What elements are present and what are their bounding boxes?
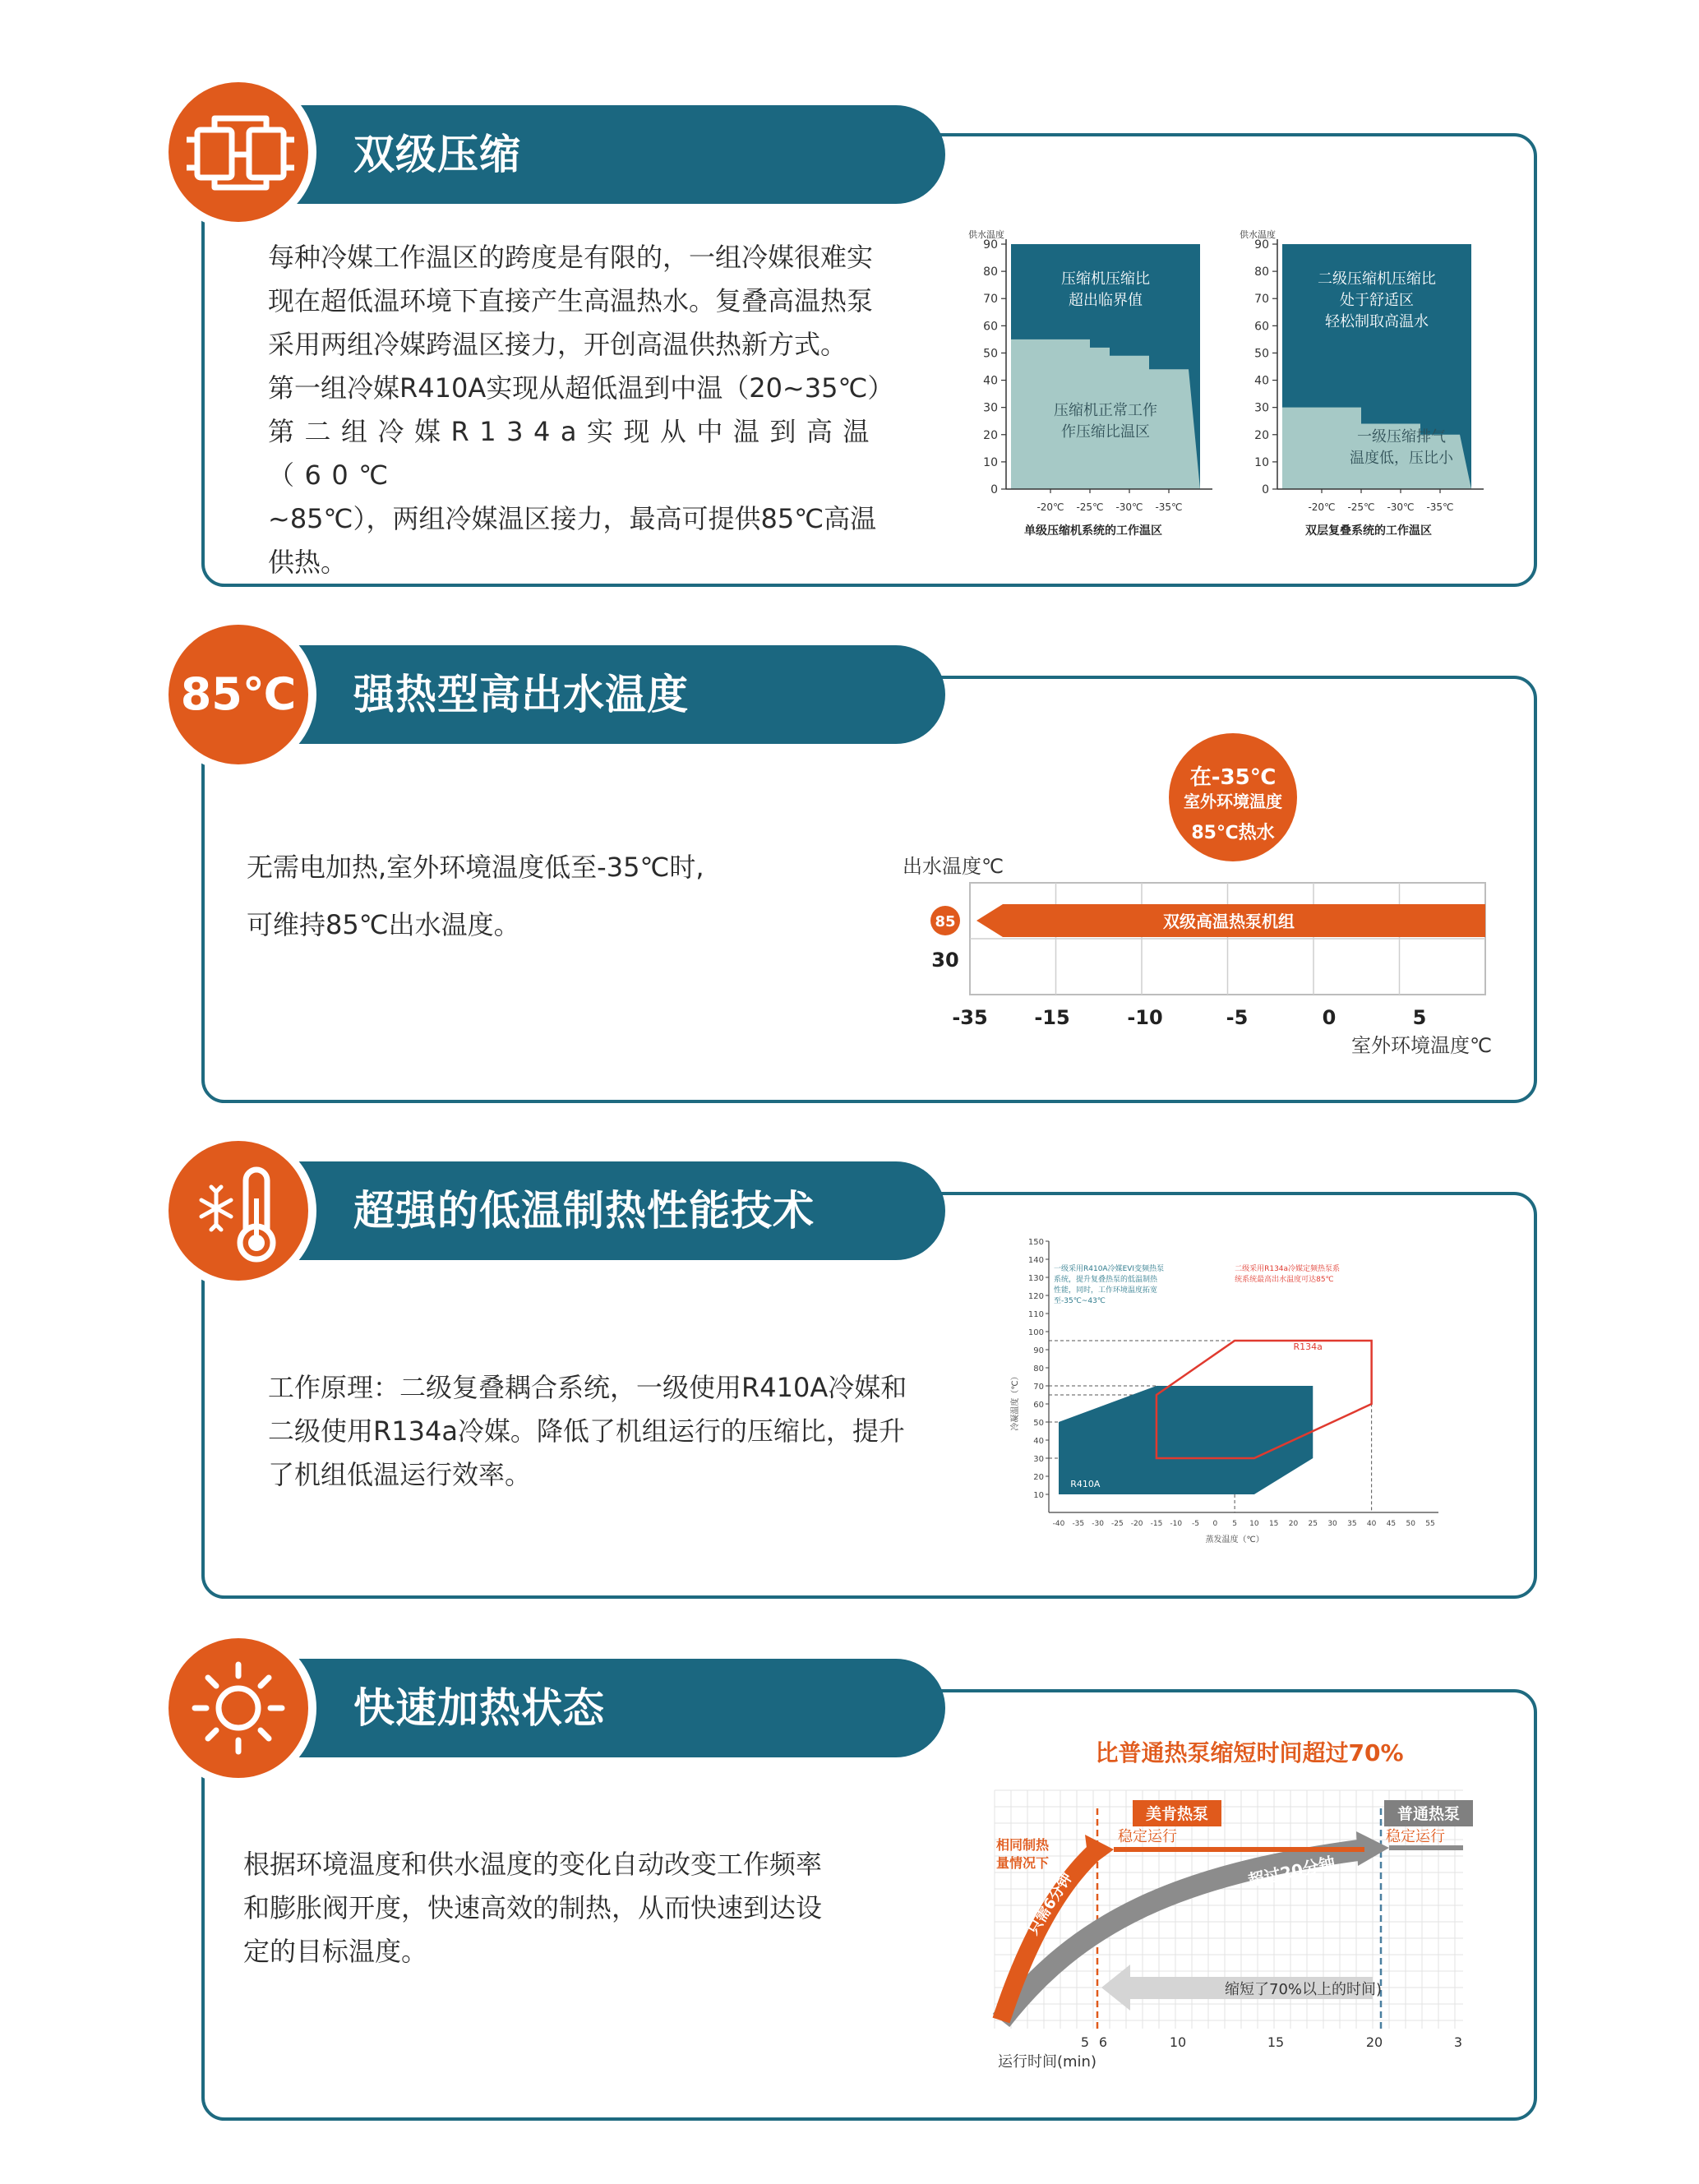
chart-y-tick-label: 70 (1254, 293, 1269, 307)
section-title: 超强的低温制热性能技术 (353, 1187, 815, 1235)
chart-plot (1009, 1238, 1438, 1544)
paragraph-line: 采用两组冷媒跨温区接力，开创高温供热新方式。 (268, 329, 847, 360)
chart-annotation: 性能，同时，工作环境温度拓宽 (1054, 1286, 1158, 1295)
section-4-paragraph (243, 1843, 917, 1974)
chart-area-label: 轻松制取高温水 (1325, 313, 1429, 330)
chart-x-tick-label: -10 (1127, 1006, 1163, 1029)
chart-xlabel: 蒸发温度（℃） (1205, 1535, 1264, 1544)
chart-y-tick-label: 40 (983, 374, 998, 388)
section-title: 快速加热状态 (353, 1684, 605, 1732)
section-title-band-3 (263, 1161, 945, 1260)
chart-region-label: R134a (1293, 1341, 1323, 1352)
temperature-85-icon: 85℃ (180, 668, 297, 720)
chart-y-tick-label: 30 (983, 401, 998, 415)
snowflake-thermometer-icon (169, 1141, 308, 1281)
chart-x-tick-label: 30 (1327, 1520, 1337, 1528)
chart-ylabel: 供水温度 (968, 229, 1004, 240)
chart-annotation: 至-35℃~43℃ (1054, 1297, 1106, 1305)
chart-y-tick-label: 100 (1027, 1328, 1044, 1337)
chart-bar-label: 双级高温热泵机组 (1163, 912, 1295, 931)
chart-x-tick-label: 40 (1366, 1520, 1377, 1528)
chart-y-tick-label: 0 (1262, 483, 1269, 496)
chart-y-tick-label: 110 (1027, 1310, 1044, 1319)
chart-x-tick-label: -40 (1052, 1520, 1065, 1528)
chart-x-tick-label: -25 (1111, 1520, 1124, 1528)
chart-x-tick-label: -30℃ (1387, 501, 1415, 513)
badge-line: 在-35℃ (1189, 765, 1277, 790)
section-title-band-4 (263, 1659, 945, 1757)
chart-title: 单级压缩机系统的工作温区 (1024, 524, 1162, 538)
paragraph-line: 了机组低温运行效率。 (268, 1459, 532, 1490)
chart-x-tick-label: 20 (1365, 2034, 1383, 2050)
chart-annotation: 稳定运行 (1118, 1828, 1177, 1845)
chart-annotation: 相同制热 (996, 1837, 1050, 1853)
chart-ylabel: 供水温度 (1240, 229, 1276, 240)
paragraph-line: 和膨胀阀开度，快速高效的制热，从而快速到达设 (243, 1892, 823, 1923)
chart-annotation: 量情况下 (996, 1855, 1050, 1871)
chart-y-tick-label: 30 (931, 949, 959, 972)
chart-x-tick-label: -15 (1150, 1520, 1163, 1528)
chart-x-tick-label: 6 (1098, 2034, 1108, 2050)
badge-line: 室外环境温度 (1184, 792, 1282, 811)
chart-y-tick-label: 30 (1254, 401, 1269, 415)
chart-annotation: 超过20分钟 (1246, 1852, 1337, 1891)
chart-x-tick-label: 35 (1347, 1520, 1357, 1528)
compressor-icon (169, 82, 308, 222)
chart-y-tick-label: 80 (1254, 265, 1269, 279)
chart-y-tick-label: 130 (1027, 1274, 1044, 1283)
chart-series-label: 美肯热泵 (1145, 1805, 1209, 1823)
paragraph-line: 可维持85℃出水温度。 (247, 909, 520, 940)
chart-region-r410a (1059, 1386, 1313, 1494)
chart-x-tick-label: -10 (1170, 1520, 1183, 1528)
chart-y-tick-label: 90 (983, 238, 998, 252)
section-icon-circle-1 (160, 74, 316, 230)
section-icon-circle-4 (160, 1630, 316, 1786)
chart-x-tick-label: 5 (1232, 1520, 1237, 1528)
paragraph-line: 供热。 (268, 547, 348, 578)
chart-y-tick-label: 40 (1033, 1437, 1044, 1446)
chart-area-label: 处于舒适区 (1340, 292, 1414, 309)
chart-area-label: 温度低，压比小 (1350, 450, 1453, 467)
chart-plot (1254, 238, 1484, 513)
badge-line: 85℃热水 (1191, 823, 1275, 843)
chart-x-tick-label: 10 (1169, 2034, 1187, 2050)
chart-y-tick-label: 20 (1254, 428, 1269, 442)
chart-annotation: 系统，提升复叠热泵的低温制热 (1054, 1276, 1158, 1284)
section-icon-circle-3 (160, 1133, 316, 1289)
chart-x-tick-label: -25℃ (1347, 501, 1375, 513)
paragraph-line: ~85℃），两组冷媒温区接力，最高可提供85℃高温 (268, 503, 877, 534)
chart-x-tick-label: -5 (1226, 1006, 1249, 1029)
chart-annotation: 稳定运行 (1386, 1828, 1445, 1845)
chart-y-tick-label: 150 (1027, 1238, 1044, 1247)
section-title-band-2 (263, 645, 945, 744)
chart-y-tick-label: 60 (1254, 320, 1269, 334)
chart-y-tick-label: 0 (990, 483, 998, 496)
chart-x-tick-label: -30 (1092, 1520, 1104, 1528)
chart-y-tick-label: 90 (1254, 238, 1269, 252)
chart-y-tick-label: 20 (1033, 1473, 1044, 1482)
paragraph-line: 根据环境温度和供水温度的变化自动改变工作频率 (243, 1849, 823, 1880)
chart-area-label: 二级压缩机压缩比 (1318, 270, 1436, 288)
chart-x-tick-label: -35℃ (1426, 501, 1454, 513)
chart-y-tick-label: 80 (983, 265, 998, 279)
paragraph-line: 二级使用R134a冷媒。降低了机组运行的压缩比，提升 (268, 1415, 905, 1447)
chart-operating-envelope (1003, 1225, 1463, 1573)
chart-single-stage-svg (962, 226, 1225, 547)
chart-x-tick-label: -35 (1072, 1520, 1085, 1528)
chart-y-tick-label: 10 (983, 455, 998, 469)
chart-y-tick-label: 70 (983, 293, 998, 307)
chart-series-label: 普通热泵 (1397, 1805, 1461, 1823)
sun-icon (169, 1638, 308, 1778)
section-1-paragraph (268, 236, 942, 584)
chart-annotation: 统系统最高出水温度可达85℃ (1235, 1276, 1334, 1284)
chart-x-tick-label: 45 (1386, 1520, 1397, 1528)
chart-y-tick-label: 120 (1027, 1292, 1044, 1301)
chart-y-tick-label: 60 (983, 320, 998, 334)
paragraph-line: 无需电加热,室外环境温度低至-35℃时, (247, 852, 704, 883)
chart-x-tick-label: 50 (1406, 1520, 1415, 1528)
chart-x-tick-label: 5 (1412, 1006, 1427, 1029)
chart-x-tick-label: -35℃ (1155, 501, 1183, 513)
chart-area-label: 压缩机正常工作 (1054, 402, 1157, 419)
chart-title: 双层复叠系统的工作温区 (1305, 524, 1432, 538)
chart-fast-heating (978, 1726, 1488, 2083)
chart-x-tick-label: -20 (1130, 1520, 1143, 1528)
chart-ylabel: 出水温度℃ (903, 855, 1004, 878)
chart-x-tick-label: -25℃ (1076, 501, 1104, 513)
section-title: 双级压缩 (353, 131, 521, 178)
chart-title: 比普通热泵缩短时间超过70% (1095, 1739, 1404, 1766)
chart-y-tick-label: 20 (983, 428, 998, 442)
chart-xlabel: 室外环境温度℃ (1351, 1034, 1492, 1057)
chart-y-tick-label: 60 (1033, 1401, 1044, 1410)
chart-annotation: 二级采用R134a冷媒定频热泵系 (1235, 1265, 1341, 1273)
chart-x-tick-label: 0 (1322, 1006, 1337, 1029)
chart-y-tick-label: 80 (1033, 1364, 1044, 1374)
chart-plot (903, 733, 1492, 1057)
chart-plot (995, 1790, 1473, 2071)
paragraph-line: 每种冷媒工作温区的跨度是有限的，一组冷媒很难实 (268, 242, 874, 273)
chart-xlabel: 运行时间(min) (998, 2053, 1097, 2071)
chart-outlet-temperature-svg (888, 723, 1512, 1069)
chart-y-tick-label: 50 (1033, 1419, 1044, 1428)
chart-y-tick-label: 90 (1033, 1346, 1044, 1355)
chart-x-tick-label: 55 (1425, 1520, 1435, 1528)
chart-x-tick-label: -20℃ (1036, 501, 1064, 513)
chart-area-label: 一级压缩排气 (1357, 428, 1446, 446)
chart-x-tick-label: -20℃ (1308, 501, 1336, 513)
chart-x-tick-label: 15 (1267, 2034, 1285, 2050)
section-title: 强热型高出水温度 (353, 671, 689, 718)
chart-y-tick-label: 10 (1254, 455, 1269, 469)
chart-ylabel: 冷凝温度（℃） (1011, 1372, 1020, 1431)
chart-x-tick-label: 25 (1308, 1520, 1318, 1528)
chart-x-tick-label: -30℃ (1115, 501, 1143, 513)
chart-x-tick-label: -35 (952, 1006, 988, 1029)
chart-cascade-svg (1233, 226, 1504, 547)
chart-x-tick-label: 10 (1249, 1520, 1259, 1528)
chart-y-tick-label: 70 (1033, 1383, 1044, 1392)
paragraph-line: 现在超低温环境下直接产生高温热水。复叠高温热泵 (268, 285, 874, 316)
paragraph-line: 工作原理：二级复叠耦合系统，一级使用R410A冷媒和 (268, 1372, 907, 1403)
chart-y-tick-label: 140 (1027, 1256, 1044, 1265)
section-2-paragraph (247, 838, 871, 953)
paragraph-line: 定的目标温度。 (243, 1936, 428, 1967)
chart-operating-envelope-svg (1003, 1225, 1463, 1570)
chart-cascade (1233, 226, 1504, 550)
chart-y-tick-label: 50 (1254, 347, 1269, 361)
paragraph-line: 第二组冷媒R134a实现从中温到高温（60℃ (268, 416, 880, 491)
chart-annotation: 缩短了70%以上的时间) (1225, 1981, 1383, 1998)
section-title-band-1 (263, 105, 945, 204)
chart-x-tick-label: -15 (1034, 1006, 1070, 1029)
chart-plot (983, 238, 1212, 513)
chart-x-tick-label: 3 (1453, 2034, 1463, 2050)
section-icon-circle-2 (160, 616, 316, 773)
section-3-paragraph (268, 1366, 942, 1497)
chart-y-tick-label: 40 (1254, 374, 1269, 388)
chart-y-tick-label: 50 (983, 347, 998, 361)
chart-y-tick-label: 85 (935, 913, 956, 930)
chart-region-label: R410A (1070, 1479, 1101, 1490)
chart-x-tick-label: 20 (1288, 1520, 1299, 1528)
chart-area-label: 作压缩比温区 (1061, 423, 1150, 441)
chart-y-tick-label: 30 (1033, 1455, 1044, 1464)
paragraph-line: 第一组冷媒R410A实现从超低温到中温（20~35℃） (268, 372, 894, 404)
chart-x-tick-label: 0 (1212, 1520, 1218, 1528)
chart-fast-heating-svg (978, 1726, 1488, 2080)
chart-outlet-temperature (888, 723, 1512, 1072)
chart-y-tick-label: 10 (1033, 1491, 1044, 1500)
chart-area-label: 压缩机压缩比 (1061, 270, 1150, 288)
chart-x-tick-label: -5 (1192, 1520, 1200, 1528)
chart-x-tick-label: 5 (1080, 2034, 1090, 2050)
chart-annotation: 只需6分钟 (1024, 1869, 1077, 1938)
chart-annotation: 一级采用R410A冷媒EVI变频热泵 (1054, 1265, 1165, 1273)
chart-x-tick-label: 15 (1268, 1520, 1279, 1528)
chart-single-stage (962, 226, 1225, 550)
chart-area-label: 超出临界值 (1069, 292, 1143, 309)
